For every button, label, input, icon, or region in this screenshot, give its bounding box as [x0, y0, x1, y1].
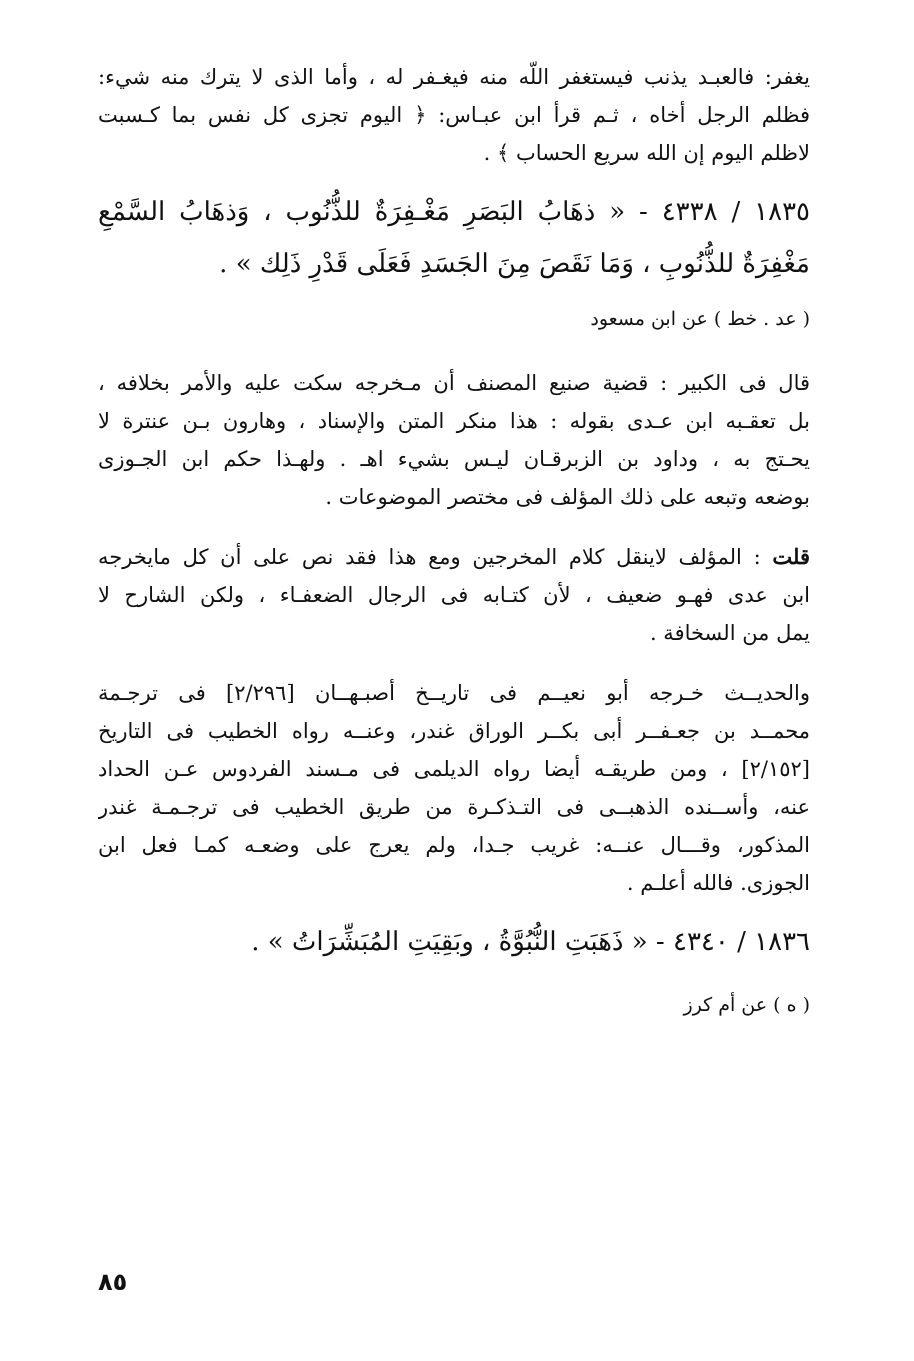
hadith-line: مَغْفِرَةٌ للذُّنُوبِ ، وَمَا نَقَصَ مِنَ الجَسَدِ فَعَلَى قَدْرِ ذَلِك » . — [219, 249, 810, 279]
text-line: يمل من السخافة . — [649, 621, 810, 645]
text-line: [٢/١٥٢] ، ومن طريقـه أيضا رواه الديلمى فى مـسند الفردوس عـن الحداد — [98, 757, 810, 781]
text-line: فظلم الرجل أخاه ، ثـم قرأ ابن عبـاس: ﴿ اليوم تجزى كل نفس بما كـسبت — [98, 103, 810, 127]
hadith-1835 — [98, 186, 810, 290]
lead-word: قلت — [772, 544, 810, 569]
text-line: ابن عدى فهـو ضعيف ، لأن كتـابه فى الرجال الضعفـاء ، ولكن الشارح لا — [98, 583, 810, 607]
page-number: ٨٥ — [98, 1268, 128, 1296]
text-line: محمــد بن جعـفــر أبى بكــر الوراق غندر، وعنــه رواه الخطيب فى التاريخ — [98, 719, 810, 743]
text-line: والحديــث خـرجه أبو نعيــم فى تاريــخ أصبـهــان [٢/٢٩٦] فى ترجـمة — [98, 681, 810, 705]
text-line: يغفر: فالعبـد يذنب فيستغفر اللّه منه فيغـفر له ، وأما الذى لا يترك منه شيء: — [98, 65, 810, 89]
page-content — [98, 58, 810, 1020]
intro-paragraph — [98, 58, 810, 172]
text-line — [98, 538, 810, 576]
commentary-paragraph — [98, 364, 810, 516]
text-line: عنه، وأســنده الذهبــى فى التـذكـرة من طريق الخطيب فى ترجـمـة غندر — [98, 795, 810, 819]
text-line: لاظلم اليوم إن الله سريع الحساب ﴾ . — [483, 141, 810, 165]
hadith-line: ١٨٣٥ / ٤٣٣٨ - « ذهَابُ البَصَرِ مَغْـفِرَةٌ للذُّنُوب ، وَذهَابُ السَّمْعِ — [98, 197, 810, 227]
hadith-line: ١٨٣٦ / ٤٣٤٠ - « ذَهَبَتِ النُّبُوَّةُ ، وبَقِيَتِ المُبَشِّرَاتُ » . — [251, 927, 810, 957]
hadith-1836 — [98, 916, 810, 968]
hadith-source: ( ه ) عن أم كرز — [683, 994, 810, 1016]
text-line: بوضعه وتبعه على ذلك المؤلف فى مختصر الموضوعات . — [325, 485, 810, 509]
text-line: قال فى الكبير : قضية صنيع المصنف أن مـخرجه سكت عليه والأمر بخلافه ، — [98, 371, 810, 395]
text-line: بل تعقـبه ابن عـدى بقوله : هذا منكر المتن والإسناد ، وهارون بـن عنترة لا — [98, 409, 810, 433]
commentary-paragraph — [98, 674, 810, 902]
text-line: المذكور، وقـــال عنــه: غريب جـدا، ولم يعرج على وضعـه كمـا فعل ابن — [98, 833, 810, 857]
hadith-source: ( عد . خط ) عن ابن مسعود — [590, 308, 810, 330]
commentary-paragraph — [98, 538, 810, 652]
text-line: الجوزى. فالله أعلـم . — [626, 871, 810, 895]
text-line: يحـتج به ، وداود بن الزبرقـان ليـس بشيء اهـ . ولهـذا حكم ابن الجـوزى — [98, 447, 810, 471]
text-run: : المؤلف لاينقل كلام المخرجين ومع هذا فقد نص على أن كل مايخرجه — [98, 545, 773, 569]
